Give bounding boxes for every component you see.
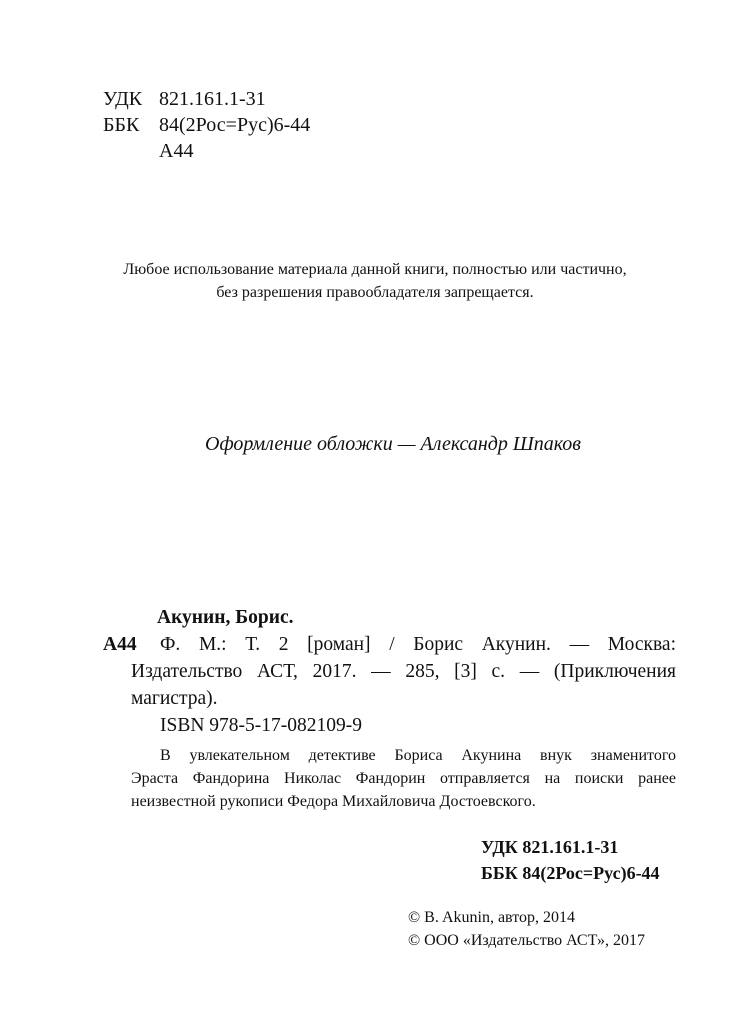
udk-value: 821.161.1-31: [159, 88, 266, 110]
record-line-2: Издательство АСТ, 2017. — 285, [3] с. — (Приключения: [131, 661, 676, 682]
copyright-publisher: © ООО «Издательство АСТ», 2017: [408, 932, 645, 949]
record-line-3: магистра).: [131, 688, 218, 709]
copyright-author: © B. Akunin, автор, 2014: [408, 909, 575, 926]
annotation-line-2: Эраста Фандорина Николас Фандорин отправляется на поиски ранее: [131, 770, 676, 787]
rights-notice-line-1: Любое использование материала данной книги, полностью или частично,: [123, 261, 627, 278]
annotation-line-1: В увлекательном детективе Бориса Акунина внук знаменитого: [160, 747, 676, 764]
udk-label: УДК: [103, 88, 143, 110]
udk-bottom: УДК 821.161.1-31: [481, 837, 619, 857]
record-author-mark: А44: [103, 634, 137, 655]
bbk-bottom: ББК 84(2Рос=Рус)6-44: [481, 863, 660, 883]
bbk-label: ББК: [103, 114, 140, 136]
annotation-line-3: неизвестной рукописи Федора Михайловича Достоевского.: [131, 793, 536, 810]
udk-row: [103, 86, 266, 112]
record-line-1: Ф. М.: Т. 2 [роман] / Борис Акунин. — Москва:: [160, 634, 676, 655]
isbn: ISBN 978-5-17-082109-9: [160, 715, 363, 736]
bbk-value: 84(2Рос=Рус)6-44: [159, 114, 311, 136]
record-author: Акунин, Борис.: [157, 607, 294, 628]
rights-notice-line-2: без разрешения правообладателя запрещается.: [216, 284, 534, 301]
author-mark-top: А44: [159, 140, 194, 162]
bbk-row: [103, 112, 310, 138]
cover-credit: Оформление обложки — Александр Шпаков: [205, 433, 581, 455]
